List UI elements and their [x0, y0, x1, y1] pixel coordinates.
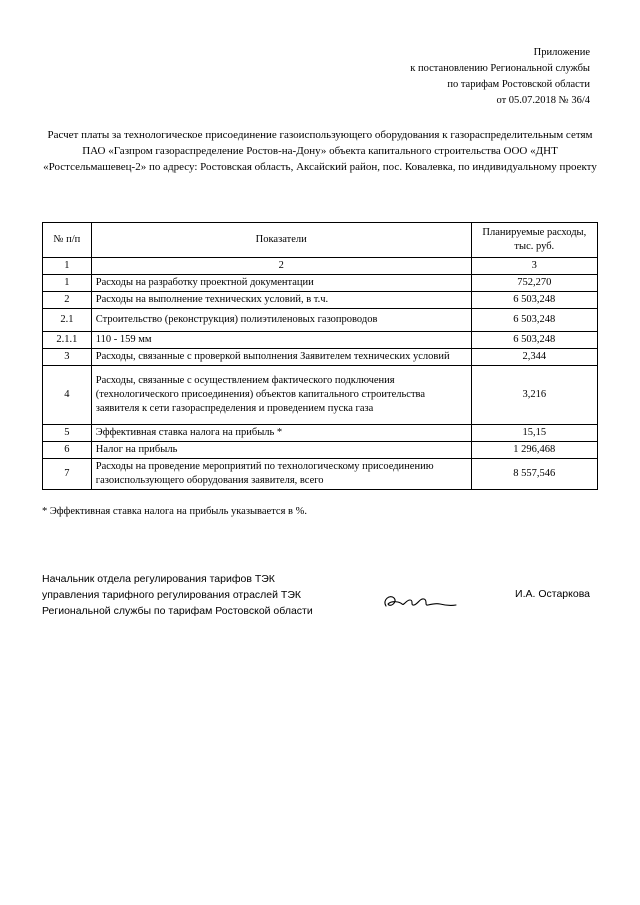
table-header-row — [43, 223, 598, 258]
row-indicator: Налог на прибыль — [91, 442, 471, 459]
header-indicator: Показатели — [91, 223, 471, 258]
col-number: 2 — [91, 258, 471, 275]
table-row — [43, 309, 598, 332]
row-value: 6 503,248 — [471, 332, 597, 349]
row-indicator: Расходы на разработку проектной документации — [91, 275, 471, 292]
footnote: * Эффективная ставка налога на прибыль указывается в %. — [42, 506, 307, 517]
handwritten-signature — [380, 590, 460, 614]
row-indicator: Расходы на проведение мероприятий по технологическому присоединению газоиспользующего оборудования заявителя, всего — [91, 459, 471, 490]
signer-name: И.А. Остаркова — [515, 588, 590, 600]
row-num: 4 — [43, 366, 92, 425]
row-num: 3 — [43, 349, 92, 366]
row-value: 1 296,468 — [471, 442, 597, 459]
row-value: 6 503,248 — [471, 309, 597, 332]
row-num: 2.1.1 — [43, 332, 92, 349]
table-body — [43, 275, 598, 490]
row-indicator: Эффективная ставка налога на прибыль * — [91, 425, 471, 442]
appendix-line: к постановлению Региональной службы — [410, 63, 590, 74]
table-row — [43, 459, 598, 490]
signer-position — [42, 571, 313, 619]
row-num: 5 — [43, 425, 92, 442]
appendix-line: Приложение — [533, 47, 590, 58]
row-value: 15,15 — [471, 425, 597, 442]
col-number: 1 — [43, 258, 92, 275]
row-indicator: Расходы, связанные с осуществлением фактического подключения (технологического присоединения) объектов капитального строительства заявителя к сети газораспределения и проведением пуска газа — [91, 366, 471, 425]
row-num: 7 — [43, 459, 92, 490]
appendix-header — [290, 45, 590, 109]
row-num: 6 — [43, 442, 92, 459]
header-num: № п/п — [43, 223, 92, 258]
document-title: Расчет платы за технологическое присоединение газоиспользующего оборудования к газораспределительным сетям ПАО «Газпром газораспределение Ростов-на-Дону» объекта капитального строительства ООО «ДНТ «Ростсельмашевец-2» по адресу: Ростовская область, Аксайский район, пос. Ковалевка, по индивидуальному проекту — [43, 129, 597, 173]
table-row — [43, 349, 598, 366]
table-row — [43, 275, 598, 292]
col-number: 3 — [471, 258, 597, 275]
table-row — [43, 366, 598, 425]
header-value: Планируемые расходы, тыс. руб. — [471, 223, 597, 258]
row-value: 8 557,546 — [471, 459, 597, 490]
table-row — [43, 332, 598, 349]
row-num: 2 — [43, 292, 92, 309]
appendix-line: по тарифам Ростовской области — [447, 79, 590, 90]
row-indicator: Строительство (реконструкция) полиэтиленовых газопроводов — [91, 309, 471, 332]
table-row — [43, 425, 598, 442]
row-num: 2.1 — [43, 309, 92, 332]
signer-line: Региональной службы по тарифам Ростовской области — [42, 605, 313, 617]
appendix-line: от 05.07.2018 № 36/4 — [496, 95, 590, 106]
table-row — [43, 292, 598, 309]
row-value: 3,216 — [471, 366, 597, 425]
signer-line: управления тарифного регулирования отраслей ТЭК — [42, 589, 301, 601]
signer-line: Начальник отдела регулирования тарифов ТЭК — [42, 573, 275, 585]
row-indicator: 110 - 159 мм — [91, 332, 471, 349]
row-indicator: Расходы на выполнение технических условий, в т.ч. — [91, 292, 471, 309]
row-value: 752,270 — [471, 275, 597, 292]
row-value: 6 503,248 — [471, 292, 597, 309]
row-indicator: Расходы, связанные с проверкой выполнения Заявителем технических условий — [91, 349, 471, 366]
row-value: 2,344 — [471, 349, 597, 366]
table-row — [43, 442, 598, 459]
column-number-row — [43, 258, 598, 275]
row-num: 1 — [43, 275, 92, 292]
cost-table — [42, 222, 598, 490]
